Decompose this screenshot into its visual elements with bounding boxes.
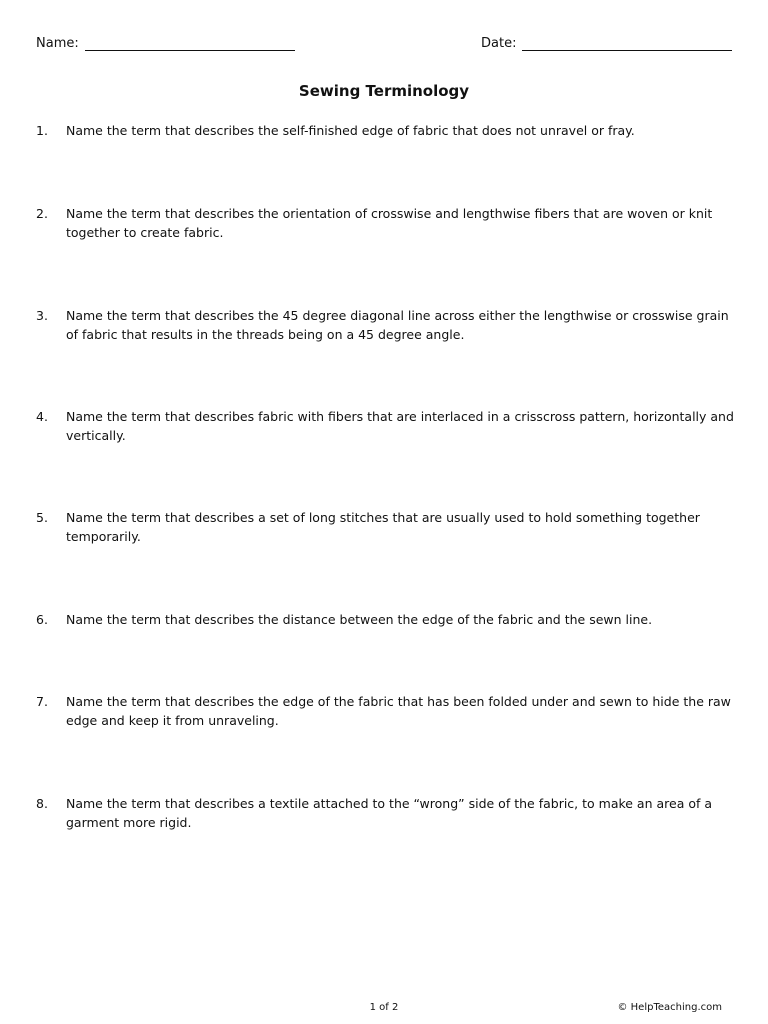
question-number: 6. [36, 612, 48, 627]
question-text: Name the term that describes a textile attached to the “wrong” side of the fabric, to make an area of a garment more rigid. [66, 796, 713, 830]
question-number: 8. [36, 796, 48, 811]
question-text: Name the term that describes a set of long stitches that are usually used to hold something together temporarily. [66, 510, 700, 544]
name-field[interactable] [36, 36, 295, 51]
question-text: Name the term that describes the 45 degree diagonal line across either the lengthwise or crosswise grain of fabric that results in the threads being on a 45 degree angle. [66, 308, 729, 342]
question-number: 7. [36, 694, 48, 709]
page-title: Sewing Terminology [298, 82, 470, 100]
name-blank-line[interactable] [85, 38, 295, 51]
question-item [36, 794, 736, 832]
question-number: 3. [36, 308, 48, 323]
question-text: Name the term that describes fabric with fibers that are interlaced in a crisscross pattern, horizontally and vertically. [66, 409, 734, 443]
question-item [36, 407, 736, 445]
question-text: Name the term that describes the self-finished edge of fabric that does not unravel or fray. [66, 123, 635, 138]
question-number: 1. [36, 123, 48, 138]
question-item [36, 121, 736, 140]
name-label: Name: [36, 36, 79, 51]
copyright-text: © HelpTeaching.com [617, 1002, 722, 1013]
date-label: Date: [481, 36, 517, 51]
question-text: Name the term that describes the orientation of crosswise and lengthwise fibers that are woven or knit together to create fabric. [66, 206, 713, 240]
question-number: 4. [36, 409, 48, 424]
page-number: 1 of 2 [369, 1002, 399, 1013]
worksheet-header [36, 36, 734, 56]
question-number: 2. [36, 206, 48, 221]
question-item [36, 306, 736, 344]
question-number: 5. [36, 510, 48, 525]
question-item [36, 692, 736, 730]
date-blank-line[interactable] [522, 38, 732, 51]
question-text: Name the term that describes the edge of the fabric that has been folded under and sewn to hide the raw edge and keep it from unraveling. [66, 694, 731, 728]
date-field[interactable] [481, 36, 732, 51]
question-text: Name the term that describes the distance between the edge of the fabric and the sewn line. [66, 612, 653, 627]
question-item [36, 204, 736, 242]
question-item [36, 508, 736, 546]
question-item [36, 610, 736, 629]
